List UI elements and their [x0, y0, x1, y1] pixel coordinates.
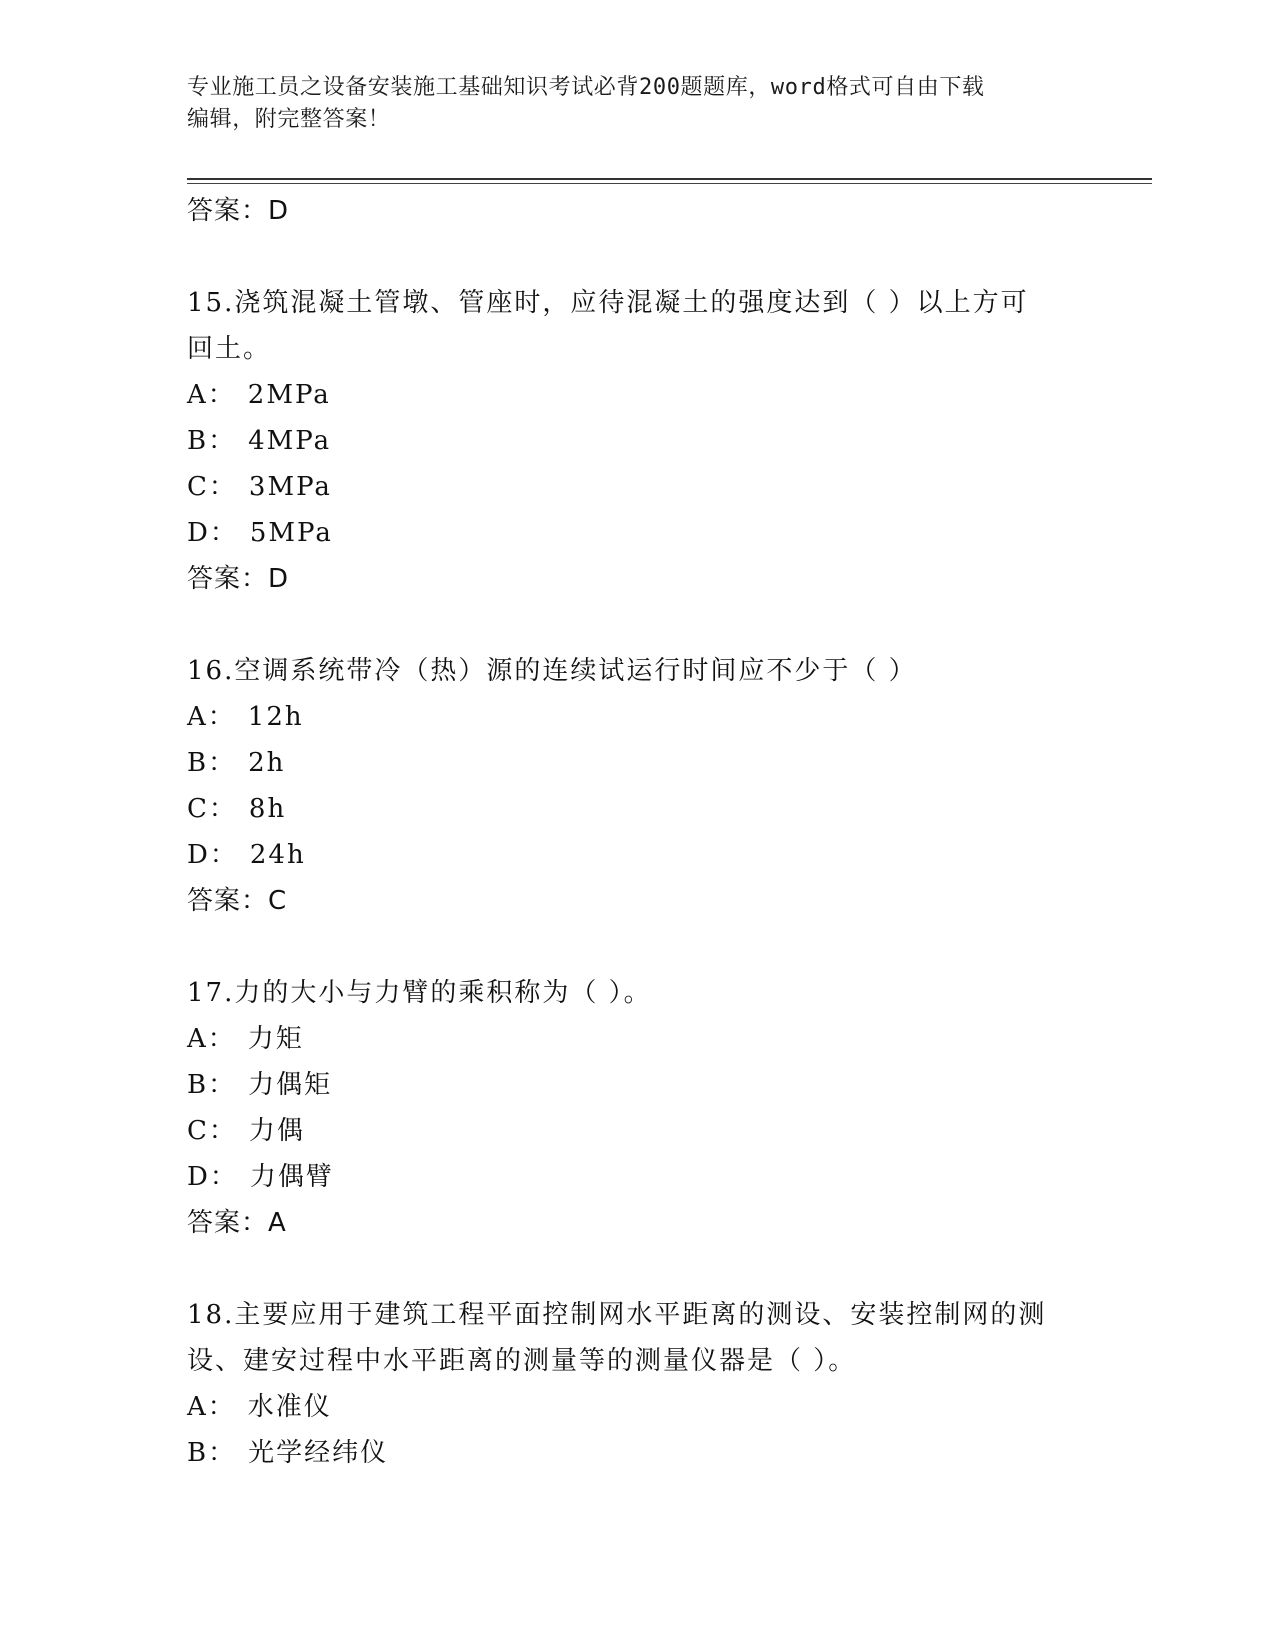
option-text: 5MPa: [249, 518, 333, 548]
option-letter: A：: [187, 702, 236, 732]
question-spacer: [187, 234, 1087, 280]
option-text: 力偶臂: [249, 1162, 334, 1192]
question-block: [187, 1292, 1087, 1476]
option-text: 8h: [248, 794, 287, 824]
option-text: 4MPa: [248, 426, 332, 456]
option-row: [187, 694, 1087, 740]
option-letter: A：: [187, 380, 236, 410]
option-letter: C：: [187, 794, 237, 824]
option-text: 2h: [248, 748, 286, 778]
question-stem: 16.空调系统带冷（热）源的连续试运行时间应不少于（ ）: [187, 656, 917, 686]
option-letter: D：: [187, 840, 238, 870]
option-row: [187, 372, 1087, 418]
header-line-1: 专业施工员之设备安装施工基础知识考试必背200题题库，word格式可自由下载: [187, 75, 985, 100]
option-letter: A：: [187, 1392, 236, 1422]
header-line-2: 编辑，附完整答案！: [187, 107, 391, 132]
option-row: [187, 1016, 1087, 1062]
option-letter: B：: [187, 748, 237, 778]
question-spacer: [187, 924, 1087, 970]
option-row: [187, 832, 1087, 878]
option-letter: B：: [187, 1070, 237, 1100]
option-row: [187, 1062, 1087, 1108]
option-row: [187, 1154, 1087, 1200]
question-block: [187, 280, 1087, 602]
question-spacer: [187, 602, 1087, 648]
option-text: 12h: [247, 702, 304, 732]
option-text: 力偶: [248, 1116, 305, 1146]
option-row: [187, 510, 1087, 556]
option-letter: B：: [187, 426, 237, 456]
question-block: [187, 648, 1087, 924]
option-text: 力矩: [247, 1024, 304, 1054]
question-spacer: [187, 1246, 1087, 1292]
option-row: [187, 418, 1087, 464]
option-text: 水准仪: [247, 1392, 332, 1422]
option-row: [187, 464, 1087, 510]
answer-line: 答案：A: [187, 1208, 287, 1238]
option-letter: D：: [187, 1162, 238, 1192]
option-letter: C：: [187, 472, 237, 502]
question-stem: 15.浇筑混凝土管墩、管座时，应待混凝土的强度达到（ ）以上方可: [187, 288, 1029, 318]
option-row: [187, 740, 1087, 786]
option-text: 光学经纬仪: [248, 1438, 389, 1468]
question-stem: 回土。: [187, 334, 272, 364]
option-text: 24h: [249, 840, 306, 870]
option-text: 力偶矩: [248, 1070, 333, 1100]
header-divider-thick: [187, 178, 1152, 180]
option-row: [187, 1430, 1087, 1476]
option-letter: D：: [187, 518, 238, 548]
question-block: [187, 970, 1087, 1246]
option-row: [187, 1384, 1087, 1430]
document-header: [187, 72, 1067, 136]
option-text: 2MPa: [247, 380, 331, 410]
question-stem: 18.主要应用于建筑工程平面控制网水平距离的测设、安装控制网的测: [187, 1300, 1047, 1330]
question-stem: 设、建安过程中水平距离的测量等的测量仪器是（ ）。: [187, 1346, 857, 1376]
option-letter: B：: [187, 1438, 237, 1468]
option-letter: C：: [187, 1116, 237, 1146]
option-row: [187, 1108, 1087, 1154]
header-divider-thin: [187, 183, 1152, 184]
answer-line: 答案：D: [187, 564, 290, 594]
option-letter: A：: [187, 1024, 236, 1054]
answer-line: 答案：C: [187, 886, 288, 916]
question-stem: 17.力的大小与力臂的乘积称为（ ）。: [187, 978, 652, 1008]
option-row: [187, 786, 1087, 832]
answer-line: 答案：D: [187, 196, 290, 226]
option-text: 3MPa: [248, 472, 332, 502]
question-list: [187, 188, 1087, 1476]
